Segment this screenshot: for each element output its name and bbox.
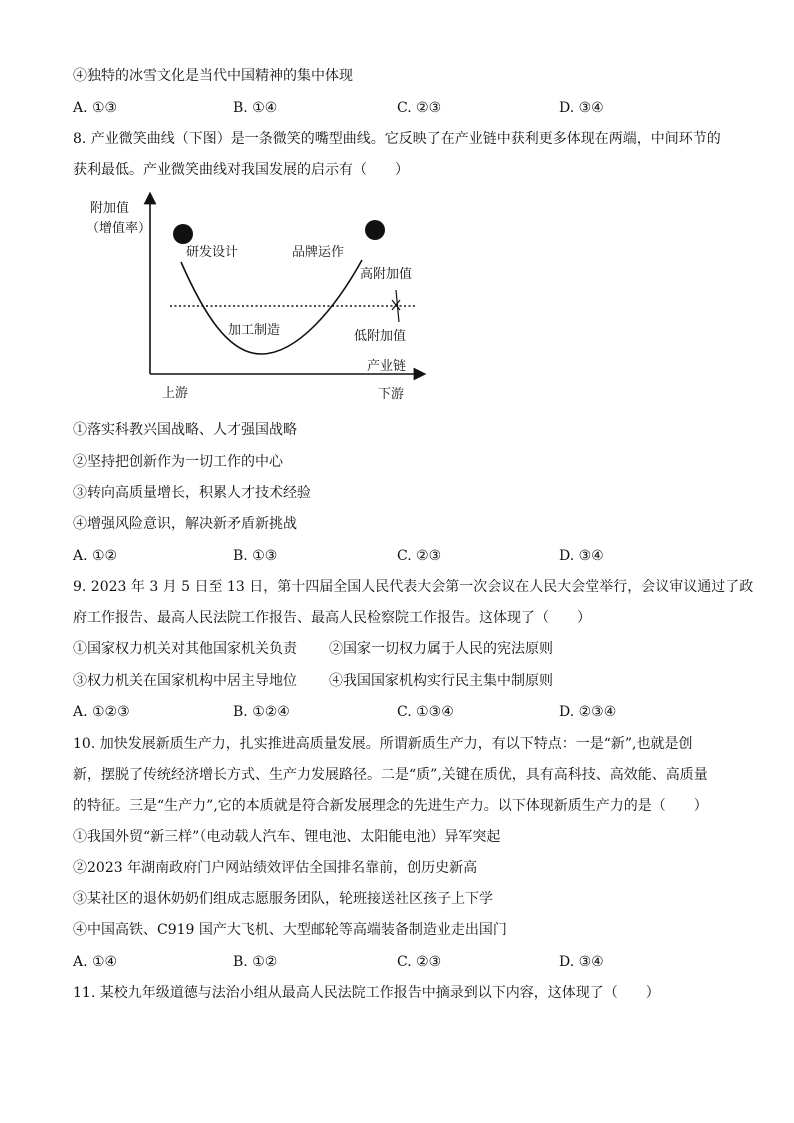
q10-item-2: ②2023 年湖南政府门户网站绩效评估全国排名靠前，创历史新高 bbox=[73, 860, 478, 876]
label-low: 低附加值 bbox=[354, 329, 407, 344]
q8-stem-line-2: 获利最低。产业微笑曲线对我国发展的启示有（ ） bbox=[73, 162, 409, 178]
q9-item-2: ②国家一切权力属于人民的宪法原则 bbox=[329, 641, 553, 657]
q9-stem-line-1: 9. 2023 年 3 月 5 日至 13 日，第十四届全国人民代表大会第一次会议在人民大会堂举行，会议审议通过了政 bbox=[73, 579, 754, 595]
q8-option-a[interactable]: A. ①② bbox=[73, 548, 118, 564]
q11-stem-line-1: 11. 某校九年级道德与法治小组从最高人民法院工作报告中摘录到以下内容，这体现了（ ） bbox=[73, 985, 660, 1001]
label-upstream: 上游 bbox=[162, 386, 189, 401]
q9-option-b[interactable]: B. ①②④ bbox=[233, 704, 290, 720]
q9-item-4: ④我国国家机构实行民主集中制原则 bbox=[329, 673, 553, 689]
q7-item-4: ④独特的冰雪文化是当代中国精神的集中体现 bbox=[73, 68, 353, 84]
q9-item-3: ③权力机关在国家机构中居主导地位 bbox=[73, 673, 297, 689]
q10-option-d[interactable]: D. ③④ bbox=[559, 954, 604, 970]
q8-item-4: ④增强风险意识，解决新矛盾新挑战 bbox=[73, 516, 297, 532]
smile-curve-diagram bbox=[78, 192, 438, 414]
q10-item-1: ①我国外贸“新三样”（电动载人汽车、锂电池、太阳能电池）异军突起 bbox=[73, 829, 501, 845]
q10-stem-line-3: 的特征。三是“生产力”,它的本质就是符合新发展理念的先进生产力。以下体现新质生产力的是（ ） bbox=[73, 798, 708, 814]
q8-item-3: ③转向高质量增长，积累人才技术经验 bbox=[73, 485, 311, 501]
q8-option-c[interactable]: C. ②③ bbox=[397, 548, 442, 564]
q9-option-a[interactable]: A. ①②③ bbox=[73, 704, 130, 720]
q9-item-1: ①国家权力机关对其他国家机关负责 bbox=[73, 641, 297, 657]
q7-option-c[interactable]: C. ②③ bbox=[397, 100, 442, 116]
q9-stem-line-2: 府工作报告、最高人民法院工作报告、最高人民检察院工作报告。这体现了（ ） bbox=[73, 610, 591, 626]
q10-option-b[interactable]: B. ①② bbox=[233, 954, 278, 970]
q7-option-b[interactable]: B. ①④ bbox=[233, 100, 278, 116]
q8-option-d[interactable]: D. ③④ bbox=[559, 548, 604, 564]
label-high: 高附加值 bbox=[360, 267, 413, 282]
q10-stem-line-1: 10. 加快发展新质生产力，扎实推进高质量发展。所谓新质生产力，有以下特点：一是“新”,也就是创 bbox=[73, 736, 693, 752]
q10-option-a[interactable]: A. ①④ bbox=[73, 954, 118, 970]
y-axis-label: 附加值 bbox=[90, 201, 130, 216]
dot-brand bbox=[365, 220, 385, 240]
q7-option-a[interactable]: A. ①③ bbox=[73, 100, 118, 116]
q10-item-3: ③某社区的退休奶奶们组成志愿服务团队，轮班接送社区孩子上下学 bbox=[73, 891, 493, 907]
q9-option-c[interactable]: C. ①③④ bbox=[397, 704, 454, 720]
q8-stem-line-1: 8. 产业微笑曲线（下图）是一条微笑的嘴型曲线。它反映了在产业链中获利更多体现在两端，中间环节的 bbox=[73, 131, 721, 147]
x-axis-label: 产业链 bbox=[367, 359, 407, 374]
q10-stem-line-2: 新，摆脱了传统经济增长方式、生产力发展路径。二是“质”,关键在质优，具有高科技、高效能、高质量 bbox=[73, 767, 708, 783]
label-mfg: 加工制造 bbox=[228, 323, 281, 338]
y-axis-sublabel: （增值率） bbox=[86, 221, 152, 236]
q8-option-b[interactable]: B. ①③ bbox=[233, 548, 278, 564]
q10-item-4: ④中国高铁、C919 国产大飞机、大型邮轮等高端装备制造业走出国门 bbox=[73, 922, 507, 938]
label-brand: 品牌运作 bbox=[292, 245, 345, 260]
q8-item-2: ②坚持把创新作为一切工作的中心 bbox=[73, 454, 283, 470]
q7-option-d[interactable]: D. ③④ bbox=[559, 100, 604, 116]
label-downstream: 下游 bbox=[378, 387, 405, 402]
q9-option-d[interactable]: D. ②③④ bbox=[559, 704, 617, 720]
q10-option-c[interactable]: C. ②③ bbox=[397, 954, 442, 970]
label-rd: 研发设计 bbox=[186, 245, 239, 260]
smile-curve bbox=[181, 260, 362, 354]
dot-rd bbox=[173, 224, 193, 244]
q8-item-1: ①落实科教兴国战略、人才强国战略 bbox=[73, 422, 297, 438]
